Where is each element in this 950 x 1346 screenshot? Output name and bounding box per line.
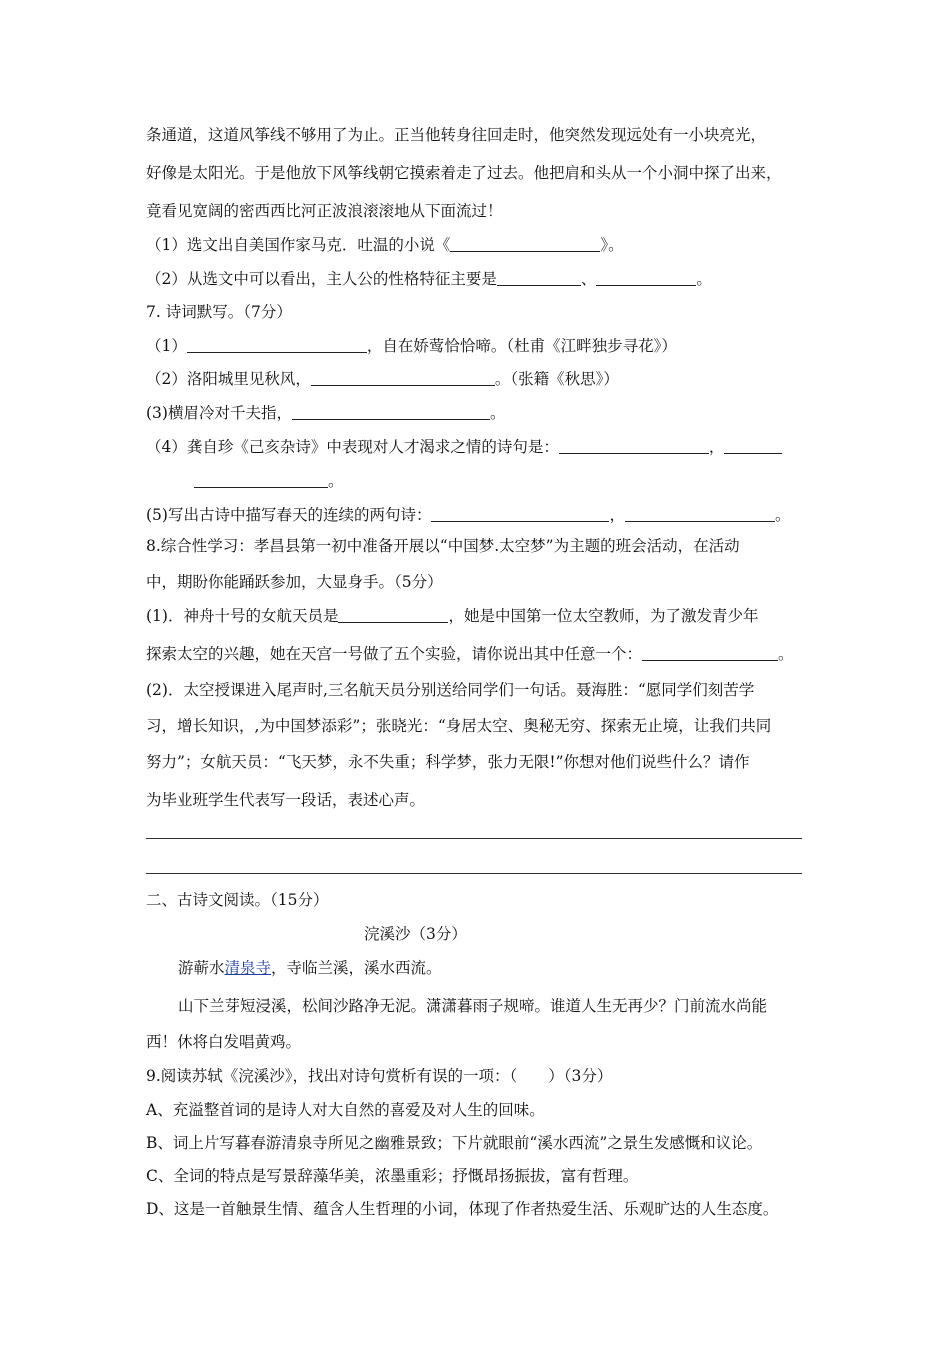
answer-blank[interactable]: [311, 370, 495, 386]
answer-blank[interactable]: [497, 270, 581, 286]
writing-line[interactable]: [146, 873, 802, 874]
answer-blank[interactable]: [450, 236, 600, 252]
q8-line-2: 中，期盼你能踊跃参加，大显身手。（5分）: [146, 573, 443, 591]
poem-line-2: 西！休将白发唱黄鸡。: [146, 1033, 302, 1051]
q8-sub2-line-2: 习，增长知识，,为中国梦添彩”；张晓光：“身居太空、奥秘无穷、探索无止境，让我们共同: [146, 717, 772, 735]
answer-blank[interactable]: [559, 438, 709, 454]
answer-blank[interactable]: [724, 438, 782, 454]
answer-blank[interactable]: [596, 270, 696, 286]
q9-option-b[interactable]: B、词上片写暮春游清泉寺所见之幽雅景致；下片就眼前“溪水西流”之景生发感慨和议论。: [146, 1134, 763, 1152]
passage-line-2: 好像是太阳光。于是他放下风筝线朝它摸索着走了过去。他把肩和头从一个小洞中探了出来，: [146, 164, 782, 182]
writing-line[interactable]: [146, 838, 802, 839]
answer-blank[interactable]: [338, 607, 448, 623]
poem-preface: 游蕲水清泉寺，寺临兰溪，溪水西流。: [178, 959, 442, 977]
q8-sub2-line-4: 为毕业班学生代表写一段话，表述心声。: [146, 791, 426, 809]
answer-blank[interactable]: [292, 404, 490, 420]
q7-sub5: (5)写出古诗中描写春天的连续的两句诗： ， 。: [146, 506, 791, 524]
answer-blank[interactable]: [625, 506, 775, 522]
q7-sub3: (3)横眉冷对千夫指， 。: [146, 404, 506, 422]
q7-title: 7. 诗词默写。（7分）: [146, 303, 292, 321]
passage-line-3: 竟看见宽阔的密西西比河正波浪滚滚地从下面流过！: [146, 202, 503, 220]
q7-sub2: （2）洛阳城里见秋风， 。（张籍《秋思》）: [146, 370, 619, 388]
q8-sub2-line-3: 努力”；女航天员：“飞天梦，永不失重；科学梦，张力无限!”你想对他们说些什么？请作: [146, 753, 750, 771]
q8-sub1-line-2: 探索太空的兴趣，她在天宫一号做了五个实验，请你说出其中任意一个： 。: [146, 645, 794, 663]
section-2-title: 二、古诗文阅读。（15分）: [146, 891, 329, 909]
q8-line-1: 8.综合性学习：孝昌县第一初中准备开展以“中国梦.太空梦”为主题的班会活动，在活动: [146, 537, 740, 555]
poem-title: 浣溪沙（3分）: [364, 925, 467, 943]
q9-option-c[interactable]: C、全词的特点是写景辞藻华美，浓墨重彩；抒慨昂扬振拔，富有哲理。: [146, 1167, 639, 1185]
poem-line-1: 山下兰芽短浸溪，松间沙路净无泥。潇潇暮雨子规啼。谁道人生无再少？门前流水尚能: [178, 997, 768, 1015]
qingquan-temple-link[interactable]: 清泉寺: [224, 959, 272, 977]
answer-blank[interactable]: [194, 472, 328, 488]
q7-sub1: （1） ，自在娇莺恰恰啼。（杜甫《江畔独步寻花》）: [146, 337, 677, 355]
q7-sub4-cont: 。: [194, 471, 344, 491]
q9-option-d[interactable]: D、这是一首触景生情、蕴含人生哲理的小词，体现了作者热爱生活、乐观旷达的人生态度。: [146, 1200, 779, 1218]
q9-option-a[interactable]: A、充溢整首词的是诗人对大自然的喜爱及对人生的回味。: [146, 1101, 545, 1119]
q6-sub1: （1）选文出自美国作家马克．吐温的小说《 》。: [146, 236, 624, 254]
q7-sub4: （4）龚自珍《己亥杂诗》中表现对人才渴求之情的诗句是： ，: [146, 437, 782, 457]
passage-line-1: 条通道，这道风筝线不够用了为止。正当他转身往回走时，他突然发现远处有一小块亮光，: [146, 126, 767, 144]
answer-blank[interactable]: [187, 337, 367, 353]
answer-blank[interactable]: [642, 645, 778, 661]
q9-stem: 9.阅读苏轼《浣溪沙》，找出对诗句赏析有误的一项：（ ）（3分）: [146, 1067, 613, 1085]
answer-blank[interactable]: [431, 506, 609, 522]
q6-sub2: （2）从选文中可以看出，主人公的性格特征主要是 、 。: [146, 270, 712, 288]
q8-sub2-line-1: (2)．太空授课进入尾声时,三名航天员分别送给同学们一句话。聂海胜：“愿同学们刻苦学: [146, 681, 755, 699]
q8-sub1: (1)．神舟十号的女航天员是 ，她是中国第一位太空教师，为了激发青少年: [146, 607, 759, 625]
